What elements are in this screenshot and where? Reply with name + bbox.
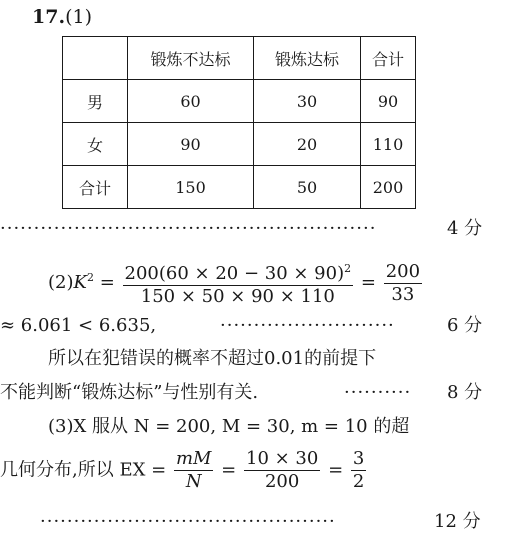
dot-leader: ············································ xyxy=(40,511,336,532)
equals-sign: = xyxy=(99,272,115,293)
fraction-denominator: 33 xyxy=(391,283,415,305)
conclusion-line-1: 所以在犯错误的概率不超过0.01的前提下 xyxy=(48,348,377,369)
k-squared-equation xyxy=(48,258,424,308)
score-3: 8 分 xyxy=(447,382,483,403)
dot-leader: ························································ xyxy=(0,218,377,239)
table-cell: 20 xyxy=(254,123,361,166)
fraction-numerator: 3 xyxy=(352,448,365,469)
fraction-numerator: $200(60 \times 20 - 30 \times 90)^2$ xyxy=(123,258,354,286)
problem-number xyxy=(32,6,92,28)
table-row xyxy=(63,80,416,123)
result-fraction xyxy=(384,261,422,306)
fraction-numerator: 200 xyxy=(385,260,421,282)
fraction-numerator: 10 × 30 xyxy=(246,448,319,469)
k-symbol: K xyxy=(73,272,87,293)
table-header-row xyxy=(63,37,416,80)
fraction-numerator: mM xyxy=(175,448,212,469)
k-squared-fraction xyxy=(123,258,354,308)
table-cell: 合计 xyxy=(63,166,128,209)
expectation-equation xyxy=(0,448,368,493)
k-exponent: 2 xyxy=(86,271,94,284)
fraction-denominator: 2 xyxy=(352,471,365,492)
table-row xyxy=(63,166,416,209)
fraction-denominator: 200 xyxy=(264,471,300,492)
table-cell: 90 xyxy=(361,80,416,123)
score-1: 4 分 xyxy=(447,218,483,239)
equals-sign: = xyxy=(360,272,376,293)
table-header-cell: 锻炼达标 xyxy=(254,37,361,80)
table-cell: 男 xyxy=(63,80,128,123)
part1-label: (1) xyxy=(65,6,92,28)
table-cell: 女 xyxy=(63,123,128,166)
expectation-fraction xyxy=(174,448,214,493)
contingency-table xyxy=(62,36,416,209)
fraction-denominator: 150 × 50 × 90 × 110 xyxy=(140,286,335,307)
table-header-cell xyxy=(63,37,128,80)
score-4: 12 分 xyxy=(434,511,481,532)
table-cell: 30 xyxy=(254,80,361,123)
table-cell: 150 xyxy=(128,166,254,209)
table-header-cell: 合计 xyxy=(361,37,416,80)
fraction-denominator: N xyxy=(185,471,202,492)
conclusion-line-2: 不能判断“锻炼达标”与性别有关. xyxy=(0,382,259,403)
table-cell: 50 xyxy=(254,166,361,209)
table-cell: 200 xyxy=(361,166,416,209)
score-2: 6 分 xyxy=(447,315,483,336)
problem-number-text: 17. xyxy=(32,6,66,28)
table-cell: 60 xyxy=(128,80,254,123)
part3-line-1: (3)X 服从 N = 200, M = 30, m = 10 的超 xyxy=(48,416,410,437)
table-cell: 90 xyxy=(128,123,254,166)
equals-sign: = xyxy=(328,459,344,481)
table-row xyxy=(63,123,416,166)
dot-leader: ·········· xyxy=(344,382,412,403)
part2-label: (2) xyxy=(48,272,74,293)
final-fraction xyxy=(351,448,366,493)
computed-fraction xyxy=(244,448,320,493)
table-header-cell: 锻炼不达标 xyxy=(128,37,254,80)
equals-sign: = xyxy=(221,459,237,481)
part3-line-2: 几何分布,所以 EX = xyxy=(0,459,167,481)
approx-line: ≈ 6.061 < 6.635, xyxy=(0,315,157,336)
dot-leader: ·························· xyxy=(220,315,395,336)
table-cell: 110 xyxy=(361,123,416,166)
